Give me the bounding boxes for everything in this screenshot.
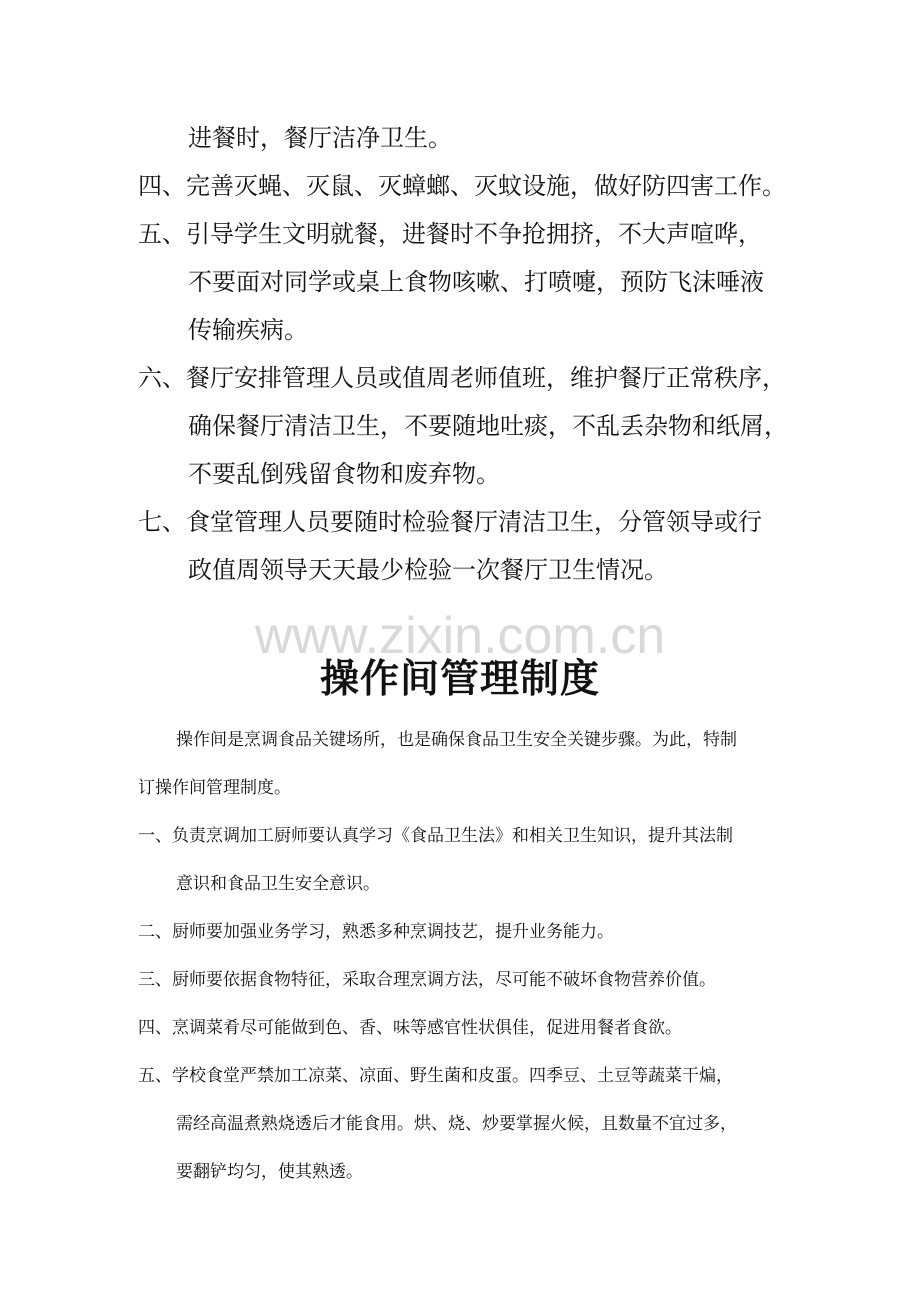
item-4: 四、烹调菜肴尽可能做到色、香、味等感官性状俱佳，促进用餐者食欲。 (138, 1018, 682, 1038)
rule-7-line-2: 政值周领导天天最少检验一次餐厅卫生情况。 (188, 556, 668, 584)
rule-4: 四、完善灭蝇、灭鼠、灭蟑螂、灭蚊设施，做好防四害工作。 (138, 172, 786, 200)
rule-5-line-1: 五、引导学生文明就餐，进餐时不争抢拥挤，不大声喧哗， (138, 220, 762, 248)
rule-7-line-1: 七、食堂管理人员要随时检验餐厅清洁卫生，分管领导或行 (138, 508, 762, 536)
intro-line-2: 订操作间管理制度。 (138, 778, 291, 798)
rule-5-line-2: 不要面对同学或桌上食物咳嗽、打喷嚏，预防飞沫唾液 (188, 268, 764, 296)
rule-3-continuation: 进餐时，餐厅洁净卫生。 (188, 124, 452, 152)
item-3: 三、厨师要依据食物特征，采取合理烹调方法，尽可能不破坏食物营养价值。 (138, 970, 716, 990)
item-2: 二、厨师要加强业务学习，熟悉多种烹调技艺，提升业务能力。 (138, 922, 614, 942)
rule-6-line-3: 不要乱倒残留食物和废弃物。 (188, 460, 500, 488)
item-1-line-1: 一、负责烹调加工厨师要认真学习《食品卫生法》和相关卫生知识，提升其法制 (138, 826, 733, 846)
rule-6-line-2: 确保餐厅清洁卫生，不要随地吐痰，不乱丢杂物和纸屑， (188, 412, 788, 440)
watermark: www.zixin.com.cn (254, 607, 666, 665)
rule-6-line-1: 六、餐厅安排管理人员或值周老师值班，维护餐厅正常秩序， (138, 364, 786, 392)
item-5-line-3: 要翻铲均匀，使其熟透。 (176, 1162, 363, 1182)
intro-line-1: 操作间是烹调食品关键场所，也是确保食品卫生安全关键步骤。为此，特制 (176, 730, 737, 750)
item-5-line-1: 五、学校食堂严禁加工凉菜、凉面、野生菌和皮蛋。四季豆、土豆等蔬菜干煸， (138, 1066, 733, 1086)
item-5-line-2: 需经高温煮熟烧透后才能食用。烘、烧、炒要掌握火候，且数量不宜过多， (176, 1114, 737, 1134)
section-title: 操作间管理制度 (319, 657, 600, 702)
rule-5-line-3: 传输疾病。 (188, 316, 308, 344)
item-1-line-2: 意识和食品卫生安全意识。 (176, 874, 380, 894)
